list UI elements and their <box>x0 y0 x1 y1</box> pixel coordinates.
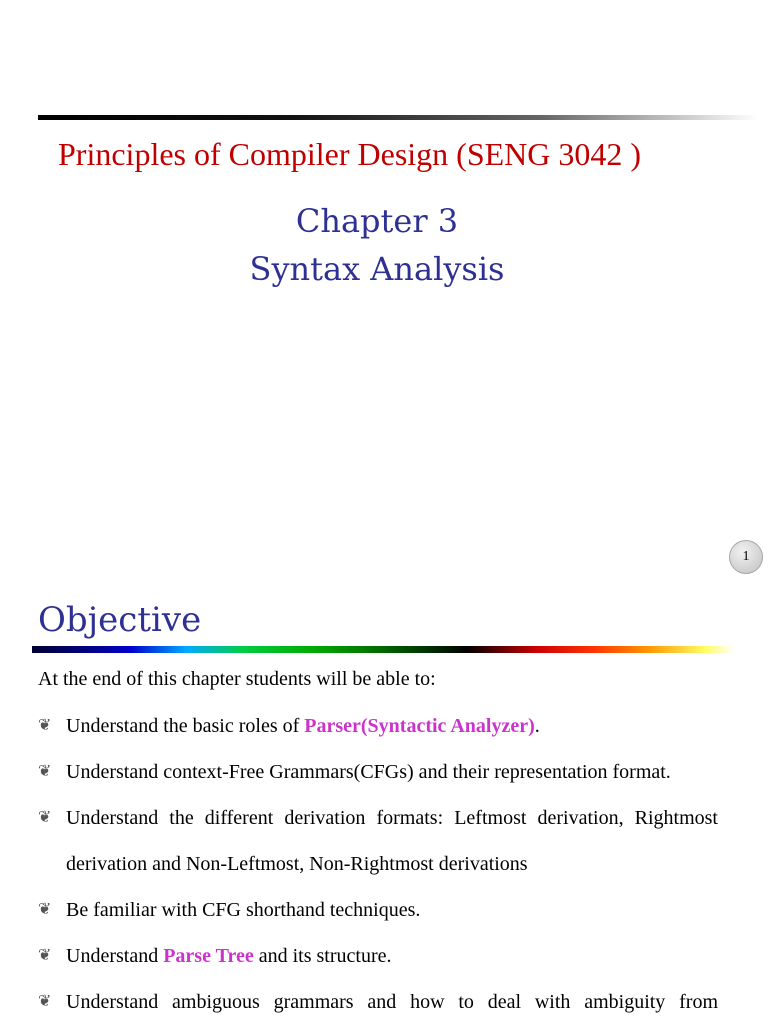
bullet-highlight: Parser(Syntactic Analyzer) <box>304 715 535 737</box>
list-item <box>38 887 718 933</box>
list-item <box>38 749 718 795</box>
bullet-text-end: . <box>534 715 540 737</box>
intro-text: At the end of this chapter students will be able to: <box>38 668 436 690</box>
feather-bullet-icon: ❦ <box>38 947 52 964</box>
feather-bullet-icon: ❦ <box>38 763 52 780</box>
course-title: Principles of Compiler Design (SENG 3042 ) <box>58 136 642 172</box>
bullet-text: Understand ambiguous grammars and how to deal with ambiguity from <box>66 991 718 1013</box>
feather-bullet-icon: ❦ <box>38 901 52 918</box>
bullet-text: Understand <box>66 945 164 967</box>
list-item <box>38 795 718 887</box>
slide-title: Objective <box>38 600 202 640</box>
feather-bullet-icon: ❦ <box>38 717 52 734</box>
list-item <box>38 933 718 979</box>
list-item <box>38 703 718 749</box>
chapter-label: Chapter 3 <box>295 202 459 240</box>
top-divider-bar <box>38 115 758 120</box>
bullet-text: Understand the different derivation formats: Leftmost derivation, Rightmost derivation and Non-Leftmost, Non-Rightmost derivations <box>66 807 718 875</box>
page-number-badge: 1 <box>729 540 763 574</box>
feather-bullet-icon: ❦ <box>38 809 52 826</box>
bullet-highlight: Parse Tree <box>163 945 254 967</box>
bullet-text: Understand the basic roles of <box>66 715 305 737</box>
feather-bullet-icon: ❦ <box>38 993 52 1010</box>
chapter-subtitle: Syntax Analysis <box>249 250 505 288</box>
bullet-text: Be familiar with CFG shorthand techniques. <box>66 899 421 921</box>
rainbow-divider-bar <box>32 646 734 653</box>
list-item <box>38 979 718 1025</box>
bullet-text-end: and its structure. <box>253 945 392 967</box>
objective-slide <box>0 590 768 1024</box>
bullet-text: Understand context-Free Grammars(CFGs) and their representation format. <box>66 761 671 783</box>
